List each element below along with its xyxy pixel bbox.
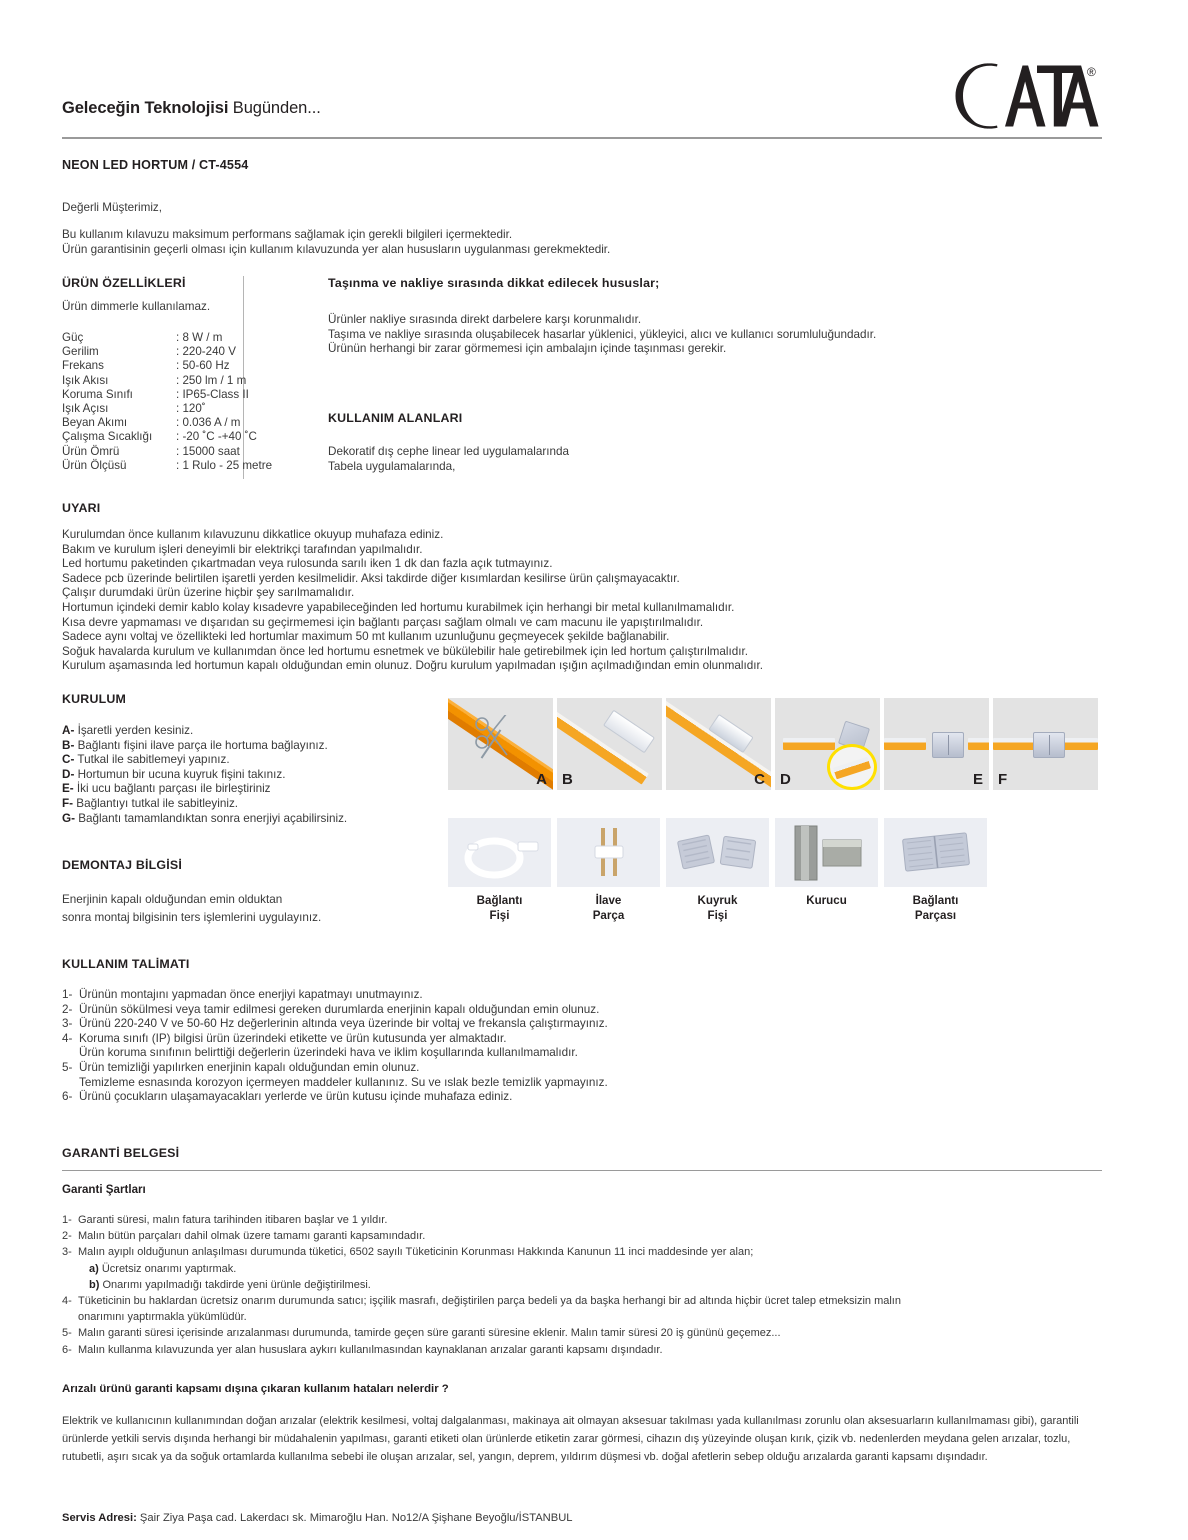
usage-instruction-item <box>62 1032 882 1047</box>
spec-value: : 8 W / m <box>176 331 223 344</box>
spec-row <box>62 374 272 388</box>
installation-step <box>62 753 442 768</box>
disassembly-body <box>62 891 432 927</box>
usage-areas-heading: KULLANIM ALANLARI <box>328 411 463 425</box>
spec-key: Işık Akısı <box>62 373 109 387</box>
part-item <box>666 818 769 923</box>
step-image-c <box>666 698 771 790</box>
warning-line: Kısa devre yapmaması ve dışarıdan su geçirmemesi için bağlantı parçası sağlam olmalı ve cam macunu ile yapıştırılmalıdır. <box>62 615 704 629</box>
intro-line-2: Ürün garantisinin geçerli olması için kullanım kılavuzunda yer alan hususların uygulanması gerekmektedir. <box>62 242 611 256</box>
installation-step-letter: A- <box>62 724 75 737</box>
installer-tool-icon <box>775 818 878 887</box>
step-image-d <box>775 698 880 790</box>
installation-step <box>62 812 442 827</box>
usage-areas-body <box>328 445 828 474</box>
page-header <box>62 62 1102 134</box>
usage-instructions-list <box>62 988 882 1105</box>
cata-logo <box>917 62 1102 130</box>
part-caption-line-2: Parçası <box>914 908 957 922</box>
brand-tagline <box>62 99 321 118</box>
installation-step-text: Hortumun bir ucuna kuyruk fişini takınız. <box>74 767 286 781</box>
faq-heading: Arızalı ürünü garanti kapsamı dışına çıkaran kullanım hataları nelerdir ? <box>62 1383 449 1395</box>
usage-instruction-num: 4- <box>62 1031 73 1045</box>
spec-key: Ürün Ölçüsü <box>62 458 127 472</box>
spec-key: Gerilim <box>62 345 99 359</box>
part-caption <box>806 894 847 909</box>
registered-mark: ® <box>1087 65 1096 79</box>
warranty-item-text: Malın bütün parçaları dahil olmak üzere tamamı garanti kapsamındadır. <box>78 1230 426 1243</box>
part-caption <box>593 894 625 923</box>
warranty-item-6 <box>62 1342 1102 1358</box>
warranty-item-4 <box>62 1293 1102 1309</box>
warranty-sub-b-marker: b) <box>89 1278 100 1291</box>
installation-step <box>62 782 442 797</box>
connector-clip-graphic <box>932 732 964 758</box>
spec-value: : 1 Rulo - 25 metre <box>176 458 273 472</box>
spec-value: : IP65-Class II <box>176 387 249 401</box>
pin-connector-icon <box>557 818 660 887</box>
installation-steps <box>62 724 442 826</box>
warning-body <box>62 528 962 674</box>
installation-heading: KURULUM <box>62 692 127 706</box>
step-image-e <box>884 698 989 790</box>
shipping-line: Ürünün herhangi bir zarar görmemesi için ambalajın içinde taşınması gerekir. <box>328 342 727 356</box>
warning-line: Hortumun içindeki demir kablo kolay kısadevre yapabileceğinden led hortumu kurabilmek için herhangi bir metal kullanılmamalıdır. <box>62 600 735 614</box>
spec-key: Frekans <box>62 359 104 373</box>
usage-area-line: Tabela uygulamalarında, <box>328 459 456 473</box>
usage-instruction-item <box>62 1017 882 1032</box>
warranty-item-num: 1- <box>62 1214 72 1226</box>
power-plug-cable-icon <box>448 818 551 887</box>
part-caption-line-2: Parça <box>592 908 625 922</box>
installation-step-letter: D- <box>62 767 75 781</box>
warranty-item-text: Malın ayıplı olduğunun anlaşılması durumunda tüketici, 6502 sayılı Tüketicinin Korunması Hakkında Kanunun 11 inci maddesinde yer alan; <box>78 1246 754 1259</box>
usage-area-line: Dekoratif dış cephe linear led uygulamalarında <box>328 445 570 458</box>
spec-key: Beyan Akımı <box>62 416 128 430</box>
installation-step <box>62 797 442 812</box>
part-caption <box>477 894 523 923</box>
tagline-bold: Geleceğin Teknolojisi <box>62 99 229 117</box>
warranty-item-5-text: Malın garanti süresi içerisinde arızalanması durumunda, tamirde geçen süre garanti süresine eklenir. Malın tamir süresi 20 iş gününü geçemez... <box>78 1327 781 1340</box>
led-strip-graphic <box>833 757 871 780</box>
warning-line: Sadece pcb üzerinde belirtilen işaretli yerden kesilmelidir. Aksi takdirde diğer kısımlardan kesilirse ürün çalışmayacaktır. <box>62 571 680 585</box>
part-caption-line-1: Bağlantı <box>912 894 959 907</box>
installation-step <box>62 739 442 754</box>
service-address <box>62 1512 573 1524</box>
shipping-heading: Taşınma ve nakliye sırasında dikkat edilecek hususlar; <box>328 276 660 290</box>
warranty-subheading: Garanti Şartları <box>62 1183 146 1196</box>
part-item <box>557 818 660 923</box>
step-label-e: E <box>972 771 983 788</box>
part-caption-line-1: İlave <box>595 894 622 907</box>
step-image-f <box>993 698 1098 790</box>
part-caption-line-1: Kurucu <box>806 894 847 907</box>
spec-value: : 50-60 Hz <box>176 359 230 373</box>
spec-value: : 220-240 V <box>176 345 236 359</box>
part-image-kurucu <box>775 818 878 887</box>
warranty-item-4-text: Tüketicinin bu haklardan ücretsiz onarım durumunda satıcı; işçilik masrafı, değiştirilen parça bedeli ya da başka herhangi bir ad altında hiçbir ücret talep etmeksizin malın <box>78 1295 901 1308</box>
warranty-item-text: Garanti süresi, malın fatura tarihinden itibaren başlar ve 1 yıldır. <box>78 1214 388 1226</box>
detail-highlight-circle <box>827 744 877 790</box>
tagline-light: Bugünden... <box>228 99 321 117</box>
step-label-f: F <box>998 771 1008 788</box>
step-label-a: A <box>536 771 547 788</box>
warning-line: Bakım ve kurulum işleri deneyimli bir elektrikçi tarafından yapılmalıdır. <box>62 542 423 556</box>
end-cap-pair-icon <box>666 818 769 887</box>
installation-step-letter: C- <box>62 753 75 767</box>
installation-step-text: Bağlantıyı tutkal ile sabitleyiniz. <box>73 796 239 810</box>
spec-key: Işık Açısı <box>62 402 109 416</box>
installation-step-letter: B- <box>62 738 75 752</box>
service-address-label: Servis Adresi: <box>62 1512 137 1524</box>
warranty-item-6-num: 6- <box>62 1343 72 1356</box>
installation-step <box>62 768 442 783</box>
disassembly-line-2: sonra montaj bilgisinin ters işlemlerini uygulayınız. <box>62 911 322 924</box>
usage-instruction-subtext: Ürün koruma sınıfının belirttiği değerlerin üzerindeki hava ve iklim koşullarında kullanılmamalıdır. <box>79 1046 578 1060</box>
spec-row <box>62 345 272 359</box>
disassembly-heading: DEMONTAJ BİLGİSİ <box>62 858 182 872</box>
header-divider <box>62 137 1102 139</box>
warranty-item-5-num: 5- <box>62 1327 72 1340</box>
spec-value: : -20 ˚C -+40 ˚C <box>176 430 257 444</box>
part-caption <box>698 894 738 923</box>
part-item <box>448 818 551 923</box>
shipping-body <box>328 313 1028 357</box>
usage-instruction-item <box>62 988 882 1003</box>
warranty-heading: GARANTİ BELGESİ <box>62 1146 180 1160</box>
warning-line: Led hortumu paketinden çıkartmadan veya rulosunda sarılı iken 1 dk dan fazla açık tutmayınız. <box>62 557 553 571</box>
spec-value: : 250 lm / 1 m <box>176 373 247 387</box>
part-caption-line-1: Bağlantı <box>476 894 523 907</box>
step-label-b: B <box>562 771 573 788</box>
spec-key: Çalışma Sıcaklığı <box>62 430 153 444</box>
warranty-item <box>62 1212 1102 1228</box>
parts-gallery <box>448 818 987 923</box>
spec-value: : 120˚ <box>176 402 206 416</box>
usage-instruction-text: Ürünü çocukların ulaşamayacakları yerlerde ve ürün kutusu içinde muhafaza ediniz. <box>79 1090 513 1104</box>
warranty-item <box>62 1244 1102 1260</box>
disassembly-line-1: Enerjinin kapalı olduğundan emin olduktan <box>62 893 283 906</box>
intro-line-1: Bu kullanım kılavuzu maksimum performans sağlamak için gerekli bilgileri içermektedir. <box>62 228 513 241</box>
part-image-ilave-parca <box>557 818 660 887</box>
warranty-sub-a-text: Ücretsiz onarımı yaptırmak. <box>98 1262 237 1275</box>
spec-row <box>62 402 272 416</box>
installation-step-letter: G- <box>62 811 75 825</box>
specs-table <box>62 331 272 473</box>
shipping-line: Taşıma ve nakliye sırasında oluşabilecek hasarlar yüklenici, yükleyici, alıcı ve kullanıcı sorumluluğundadır. <box>328 327 877 341</box>
part-image-baglanti-fisi <box>448 818 551 887</box>
spec-row <box>62 331 272 345</box>
usage-instruction-num: 2- <box>62 1002 73 1016</box>
usage-instruction-subtext: Temizleme esnasında korozyon içermeyen maddeler kullanınız. Su ve ıslak bezle temizlik yapmayınız. <box>79 1075 608 1089</box>
warranty-item-4-num: 4- <box>62 1295 72 1308</box>
led-strip-graphic <box>783 738 835 750</box>
usage-instruction-num: 5- <box>62 1060 73 1074</box>
greeting-text: Değerli Müşterimiz, <box>62 201 163 214</box>
step-label-c: C <box>754 771 765 788</box>
installation-step-text: İki ucu bağlantı parçası ile birleştiriniz <box>73 782 271 796</box>
warning-line: Çalışır durumdaki ürün üzerine hiçbir şey sarılmamalıdır. <box>62 586 355 600</box>
usage-instruction-text: Koruma sınıfı (IP) bilgisi ürün üzerindeki etikette ve ürün kutusunda yer almaktadır. <box>79 1031 507 1045</box>
warranty-item-num: 3- <box>62 1246 72 1259</box>
warning-heading: UYARI <box>62 501 101 515</box>
step-image-a <box>448 698 553 790</box>
faq-body: Elektrik ve kullanıcının kullanımından doğan arızalar (elektrik kesilmesi, voltaj dalgalanması, makinaya ait olmayan aksesuar takılması yada kullanılması zorunlu olan aksesuarların kullanılmaması gibi), garantili ürünlerde yetkili servis dışında herhangi bir müdahalenin yapılması, garanti etiketi olan ürünlerde etiketin zarar görmesi, cihazın dış yüzeyinde oluşan kırık, çizik vb. nedenlerden meydana gelen arızalar, tozlu, rutubetli, aşırı sıcak ya da soğuk ortamlarda kullanılma sebebi ile oluşan arızalar, sel, yangın, deprem, yıldırım düşmesi vb. doğal afetlerin sebep olduğu arızalarda garanti kapsamı dışındadır. <box>62 1415 1079 1463</box>
part-caption-line-2: Fişi <box>489 908 510 922</box>
installation-step-text: Bağlantı fişini ilave parça ile hortuma bağlayınız. <box>74 738 328 752</box>
led-strip-graphic <box>968 738 989 750</box>
warning-line: Kurulum aşamasında led hortumun kapalı olduğundan emin olunuz. Doğru kurulum yapılmadan ışığın açılmadığından emin olunmalıdır. <box>62 659 764 673</box>
installation-step-letter: E- <box>62 782 74 796</box>
warning-line: Sadece aynı voltaj ve özellikteki led hortumlar maximum 50 mt kullanım uzunluğunu geçmeyecek şekilde bağlanabilir. <box>62 630 670 644</box>
warranty-sub-b <box>62 1277 1102 1293</box>
spec-value: : 0.036 A / m <box>176 416 241 430</box>
connector-graphic <box>603 710 655 754</box>
warning-line: Kurulumdan önce kullanım kılavuzunu dikkatlice okuyup muhafaza ediniz. <box>62 528 444 541</box>
page-title: NEON LED HORTUM / CT-4554 <box>62 158 249 172</box>
spec-key: Güç <box>62 331 84 344</box>
warranty-item-4-cont: onarımını yaptırmakla yükümlüdür. <box>78 1311 247 1324</box>
part-caption-line-2: Fişi <box>707 908 728 922</box>
installation-step <box>62 724 442 739</box>
installation-step-images <box>448 698 1098 790</box>
usage-instruction-item <box>62 1090 882 1105</box>
warranty-sub-b-text: Onarımı yapılmadığı takdirde yeni ürünle değiştirilmesi. <box>99 1278 371 1291</box>
spec-row <box>62 459 272 473</box>
service-address-value: Şair Ziya Paşa cad. Lakerdacı sk. Mimaroğlu Han. No12/A Şişhane Beyoğlu/İSTANBUL <box>136 1512 573 1524</box>
installation-step-text: Bağlantı tamamlandıktan sonra enerjiyi açabilirsiniz. <box>74 811 348 825</box>
usage-instruction-num: 1- <box>62 988 73 1001</box>
specs-note: Ürün dimmerle kullanılamaz. <box>62 300 211 313</box>
usage-instruction-text: Ürünü 220-240 V ve 50-60 Hz değerlerinin altında veya üzerinde bir voltaj ve frekansla çalıştırmayınız. <box>79 1017 608 1031</box>
spec-key: Koruma Sınıfı <box>62 387 133 401</box>
usage-instruction-num: 3- <box>62 1017 73 1031</box>
part-caption <box>913 894 959 923</box>
usage-instructions-heading: KULLANIM TALİMATI <box>62 957 190 971</box>
spec-row <box>62 445 272 459</box>
warranty-sub-a-marker: a) <box>89 1262 99 1275</box>
spec-row <box>62 430 272 444</box>
part-image-kuyruk-fisi <box>666 818 769 887</box>
warranty-terms <box>62 1212 1102 1358</box>
usage-instruction-num: 6- <box>62 1090 73 1104</box>
part-image-baglanti-parcasi <box>884 818 987 887</box>
step-label-d: D <box>780 771 791 788</box>
installation-step-text: İşaretli yerden kesiniz. <box>74 724 194 737</box>
shipping-line: Ürünler nakliye sırasında direkt darbelere karşı korunmalıdır. <box>328 313 642 326</box>
warranty-item <box>62 1228 1102 1244</box>
intro-paragraph <box>62 228 822 257</box>
led-strip-graphic <box>884 738 926 750</box>
usage-instruction-text: Ürün temizliği yapılırken enerjinin kapalı olduğundan emin olunuz. <box>79 1060 420 1074</box>
warning-line: Soğuk havalarda kurulum ve kullanımdan önce led hortumu esnetmek ve bükülebilir hale getirebilmek için led hortum çalıştırılmalıdır. <box>62 644 749 658</box>
part-caption-line-1: Kuyruk <box>697 894 738 907</box>
installation-step-text: Tutkal ile sabitlemeyi yapınız. <box>74 753 230 767</box>
warranty-item-num: 2- <box>62 1230 72 1243</box>
installation-step-letter: F- <box>62 796 74 810</box>
warranty-item-6-text: Malın kullanma kılavuzunda yer alan hususlara aykırı kullanılmasından kaynaklanan arızalar garanti kapsamı dışındadır. <box>78 1343 663 1356</box>
usage-instruction-item <box>62 1061 882 1076</box>
usage-instruction-text: Ürünün montajını yapmadan önce enerjiyi kapatmayı unutmayınız. <box>79 988 423 1001</box>
part-item <box>884 818 987 923</box>
part-item <box>775 818 878 923</box>
usage-instruction-text: Ürünün sökülmesi veya tamir edilmesi gereken durumlarda enerjinin kapalı olduğundan emin olunuz. <box>79 1002 600 1016</box>
step-image-b <box>557 698 662 790</box>
warranty-item-5 <box>62 1325 1102 1341</box>
warranty-divider <box>62 1170 1102 1171</box>
specs-heading: ÜRÜN ÖZELLİKLERİ <box>62 276 186 290</box>
spec-value: : 15000 saat <box>176 444 240 458</box>
warranty-sub-a <box>62 1261 1102 1277</box>
spec-row <box>62 416 272 430</box>
scissors-icon <box>473 715 513 761</box>
spec-row <box>62 388 272 402</box>
connector-clip-icon <box>884 818 987 887</box>
spec-key: Ürün Ömrü <box>62 444 120 458</box>
usage-instruction-item <box>62 1003 882 1018</box>
connector-clip-graphic <box>1033 732 1065 758</box>
spec-row <box>62 359 272 373</box>
